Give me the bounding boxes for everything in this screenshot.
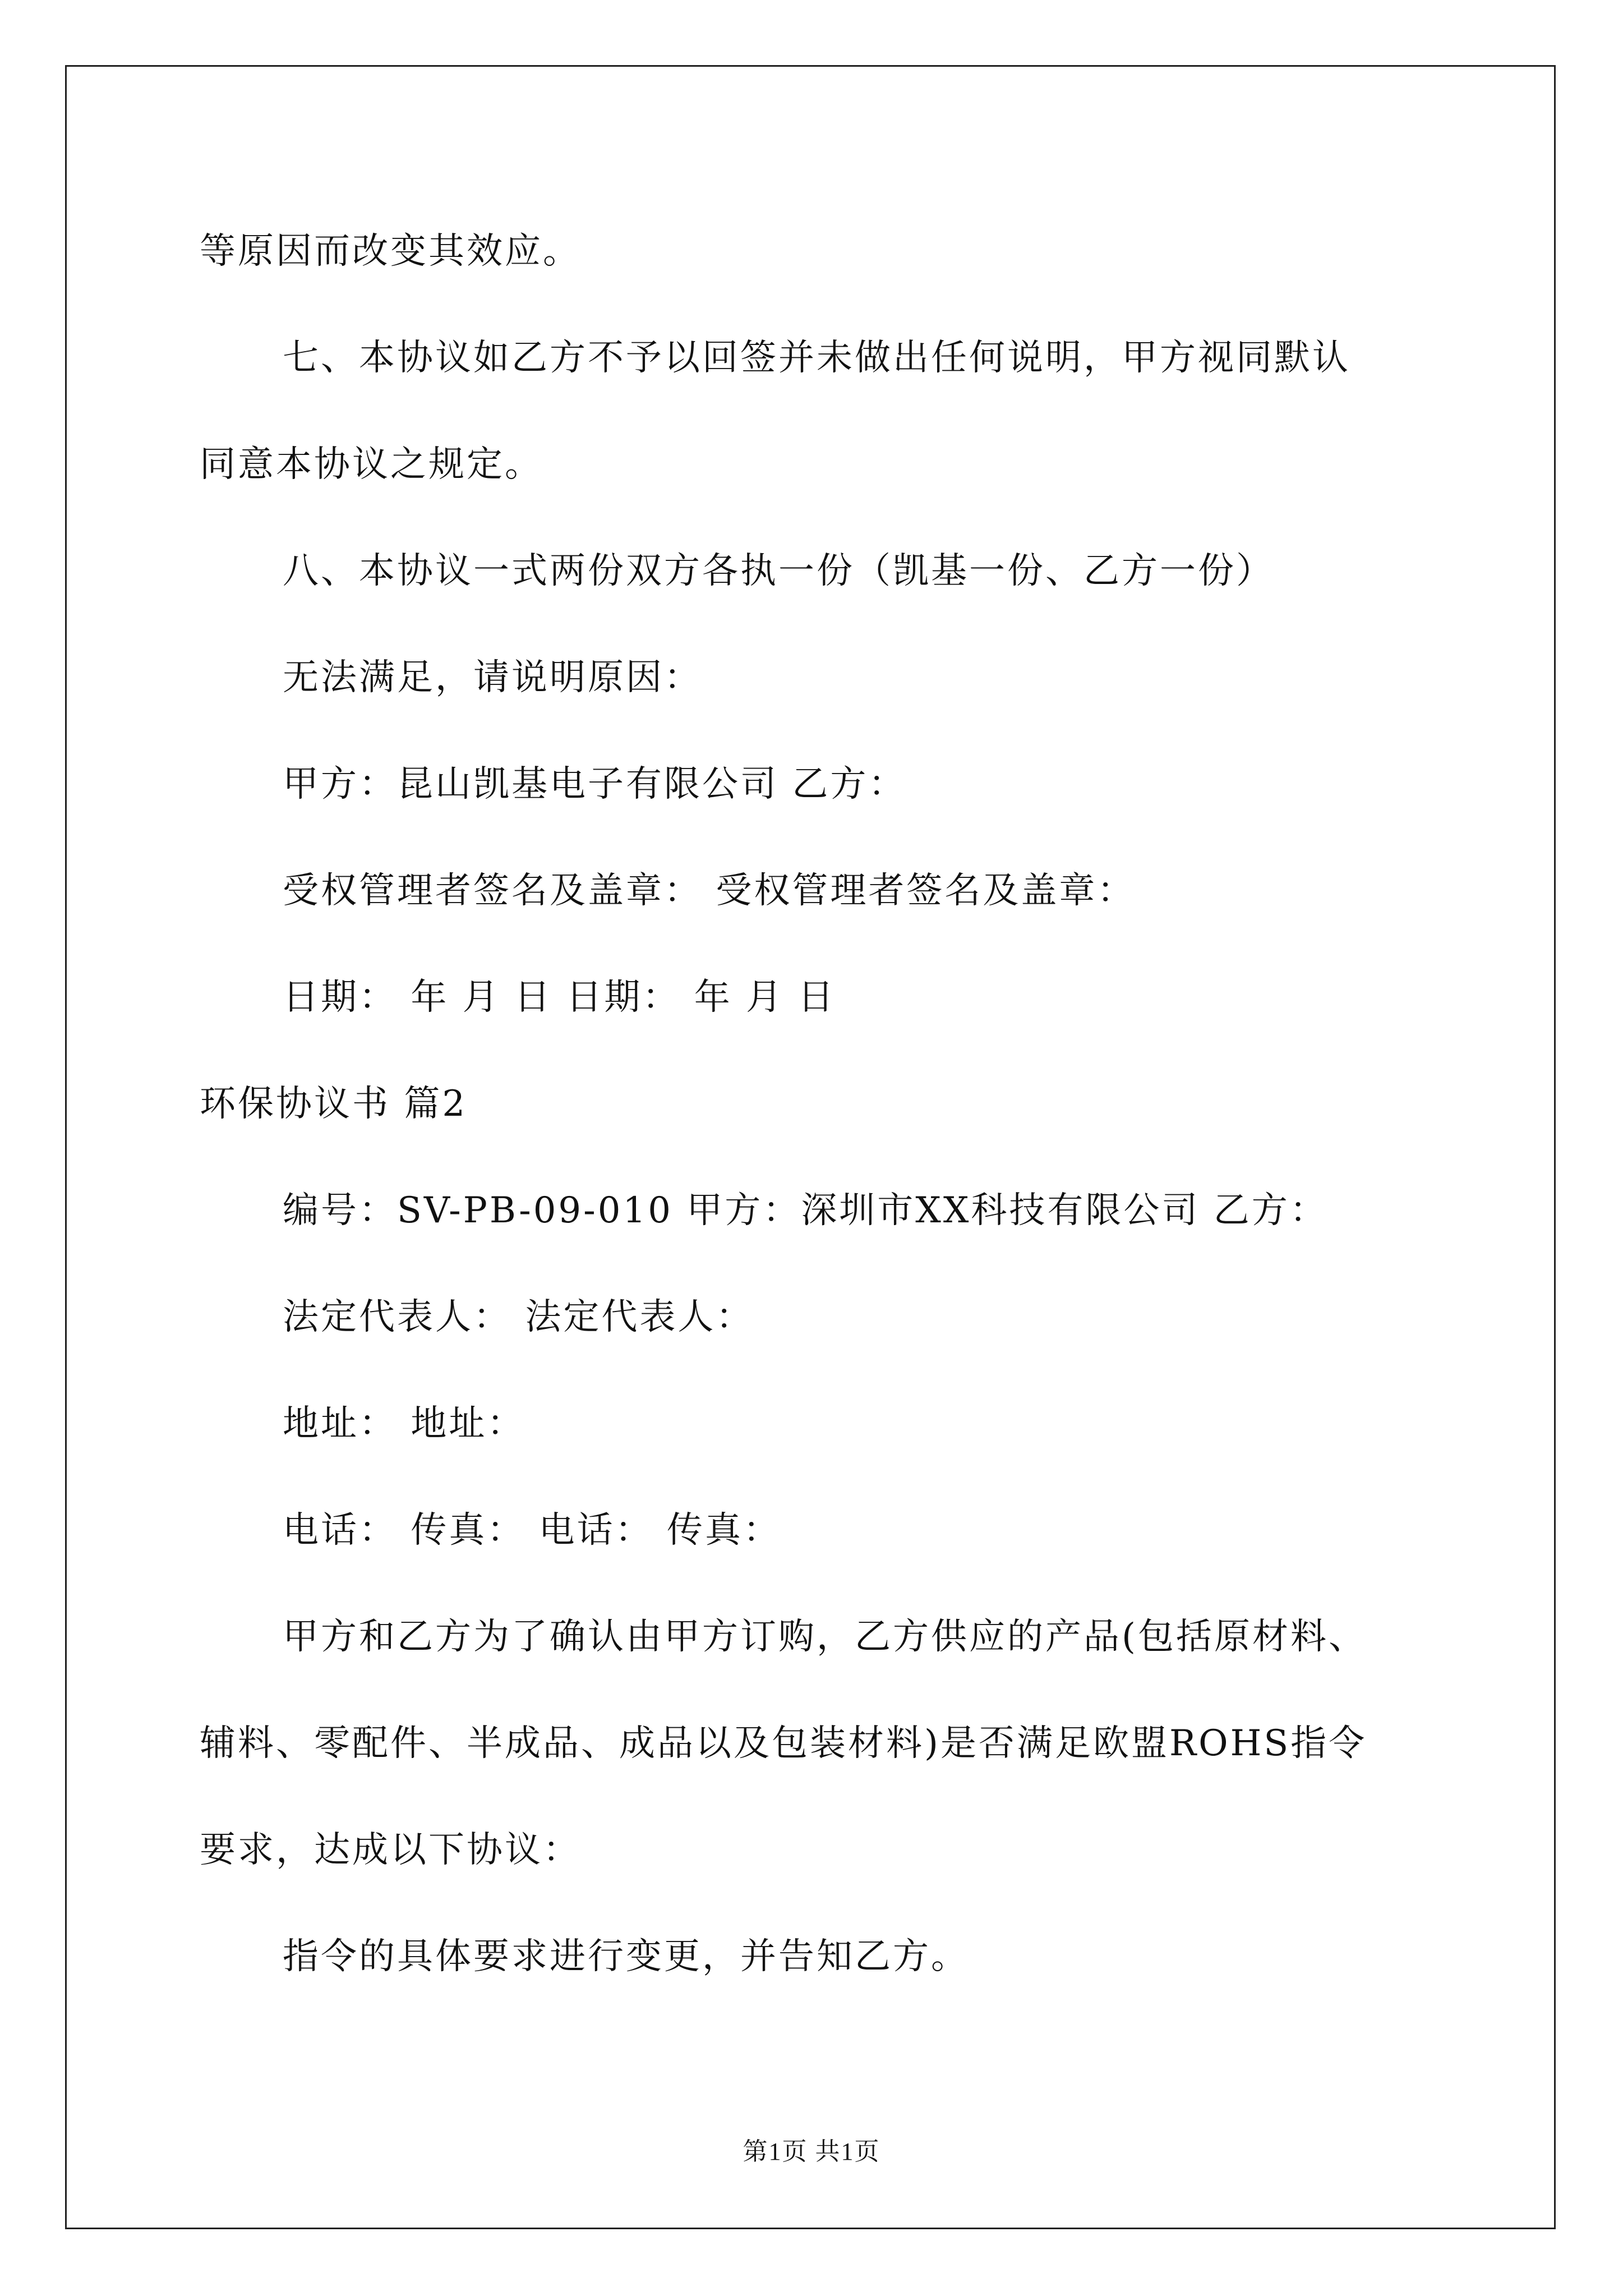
- text-line: 要求，达成以下协议：: [200, 1829, 581, 1871]
- page-footer: 第1页 共1页: [743, 2138, 880, 2165]
- text-line: 同意本协议之规定。: [200, 444, 543, 485]
- legal-representative-line: 法定代表人： 法定代表人：: [283, 1296, 754, 1338]
- document-number-line: 编号：SV-PB-09-010 甲方：深圳市XX科技有限公司 乙方：: [283, 1190, 1328, 1231]
- agreement-intro-line: 甲方和乙方为了确认由甲方订购，乙方供应的产品(包括原材料、: [283, 1616, 1367, 1658]
- clause-seven: 七、本协议如乙方不予以回签并未做出任何说明，甲方视同默认: [283, 337, 1350, 379]
- text-line: 指令的具体要求进行变更，并告知乙方。: [283, 1936, 969, 1977]
- date-line: 日期： 年 月 日 日期： 年 月 日: [283, 977, 836, 1018]
- party-line: 甲方：昆山凯基电子有限公司 乙方：: [283, 763, 907, 805]
- page-border: [65, 65, 1556, 2229]
- section-heading: 环保协议书 篇2: [200, 1083, 468, 1125]
- clause-eight: 八、本协议一式两份双方各执一份（凯基一份、乙方一份）: [283, 550, 1274, 592]
- phone-fax-line: 电话： 传真： 电话： 传真：: [283, 1510, 782, 1551]
- signature-line: 受权管理者签名及盖章： 受权管理者签名及盖章：: [283, 870, 1136, 912]
- reason-prompt: 无法满足，请说明原因：: [283, 657, 702, 698]
- text-line: 等原因而改变其效应。: [200, 231, 581, 272]
- address-line: 地址： 地址：: [283, 1403, 525, 1444]
- text-line: 辅料、零配件、半成品、成品以及包装材料)是否满足欧盟ROHS指令: [200, 1723, 1367, 1764]
